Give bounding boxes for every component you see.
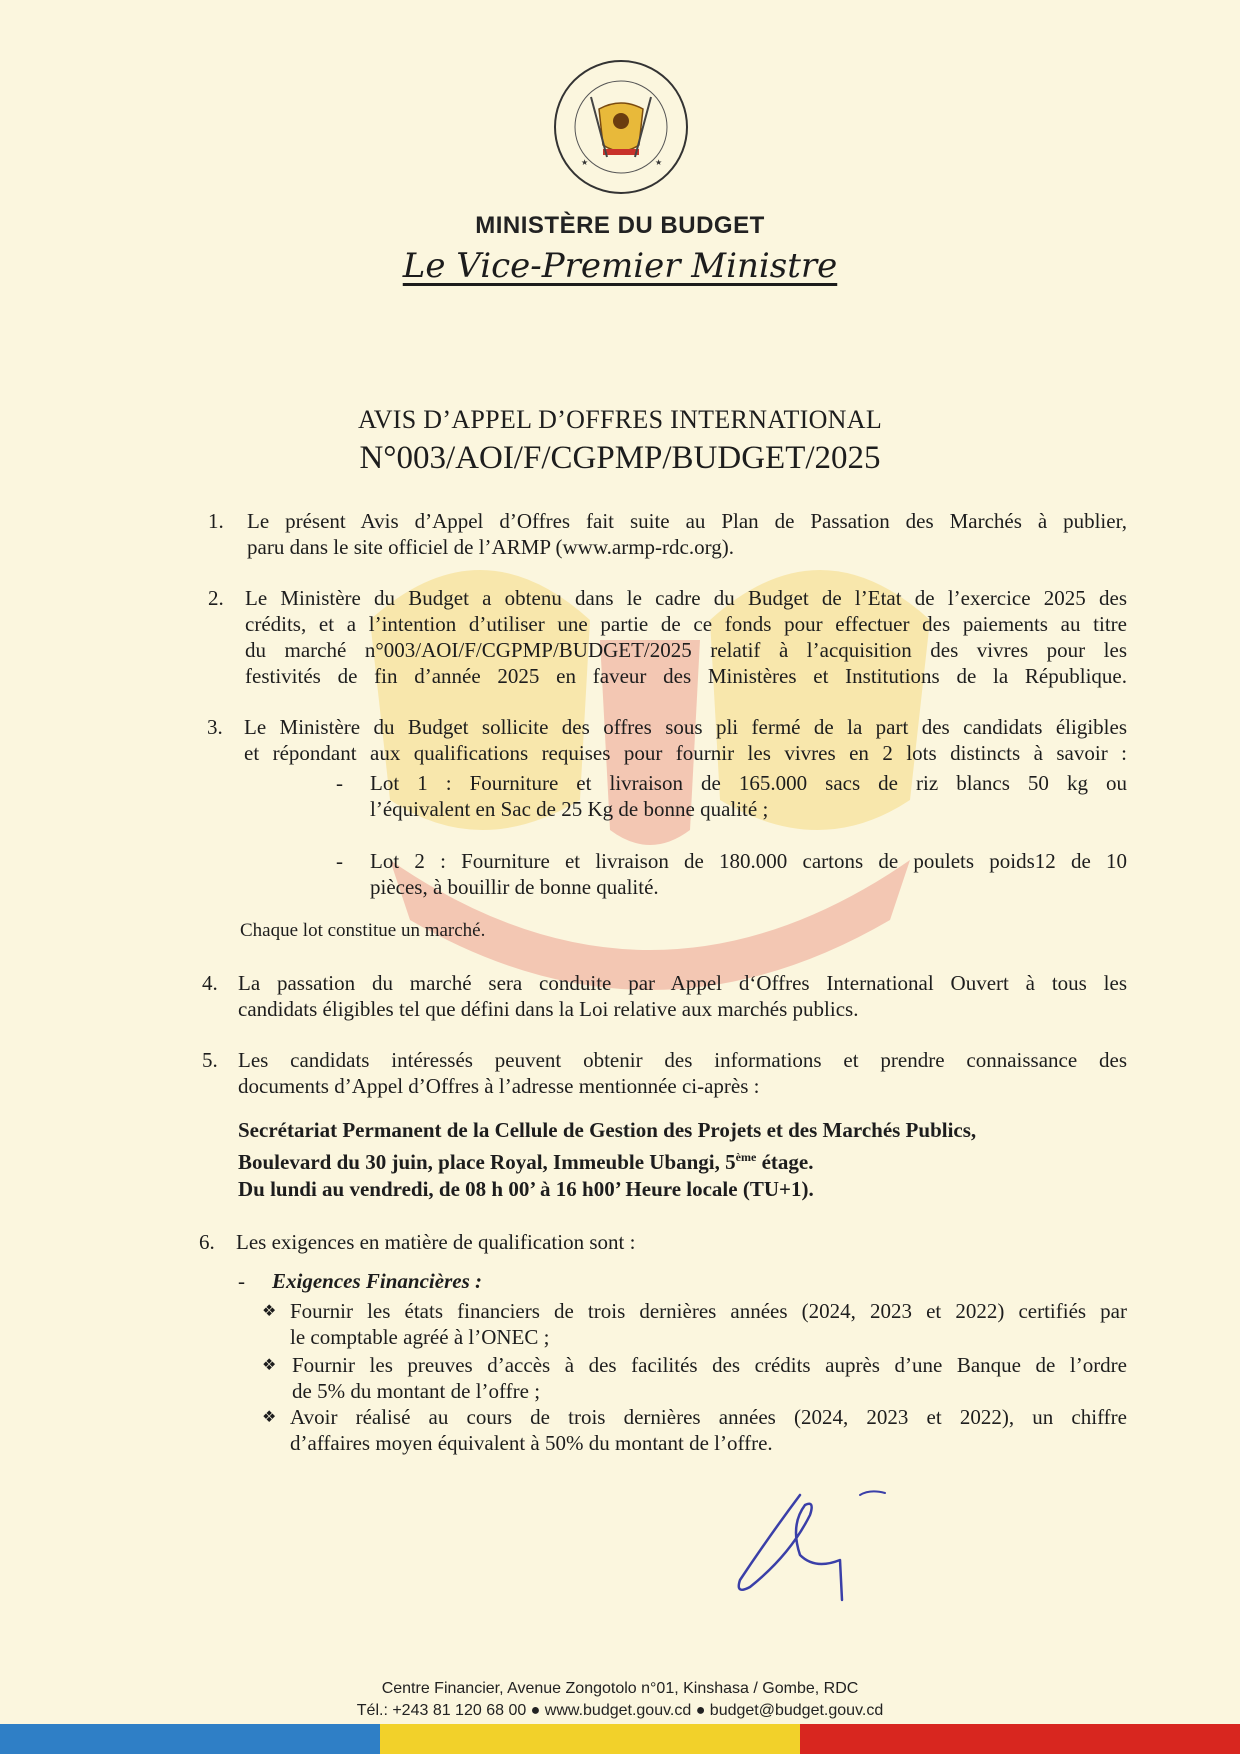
svg-text:★: ★: [581, 158, 589, 167]
address-line: [238, 1144, 1127, 1176]
flag-yellow-segment: [380, 1724, 800, 1754]
text-line: Lot 1 : Fourniture et livraison de 165.000 sacs de riz blancs 50 kg ou: [370, 771, 1127, 795]
flag-red-segment: [800, 1724, 1240, 1754]
text-line: Lot 2 : Fourniture et livraison de 180.000 cartons de poulets poids12 de 10: [370, 849, 1127, 873]
lot-dash: -: [336, 771, 343, 795]
office-hours: Du lundi au vendredi, de 08 h 00’ à 16 h00’ Heure locale (TU+1).: [238, 1177, 814, 1201]
item-number: 2.: [208, 586, 224, 610]
item-number: 5.: [202, 1048, 218, 1072]
ministry-name: MINISTÈRE DU BUDGET: [475, 212, 765, 239]
svg-text:★: ★: [655, 158, 663, 167]
sub-dash: -: [238, 1269, 245, 1293]
notice-number: N°003/AOI/F/CGPMP/BUDGET/2025: [359, 440, 881, 476]
text-line: le comptable agréé à l’ONEC ;: [290, 1325, 550, 1349]
text-line: Les candidats intéressés peuvent obtenir des informations et prendre connaissance des: [238, 1048, 1127, 1072]
item-4-text: [238, 970, 1127, 1022]
footer-contact: Tél.: +243 81 120 68 00 ● www.budget.gouv.cd ● budget@budget.gouv.cd: [356, 1702, 884, 1719]
text-line: et répondant aux qualifications requises pour fournir les vivres en 2 lots distincts à savoir :: [244, 741, 1127, 765]
text-line: Le présent Avis d’Appel d’Offres fait suite au Plan de Passation des Marchés à publier,: [247, 509, 1127, 533]
item-number: 1.: [208, 509, 224, 533]
text-line: candidats éligibles tel que défini dans la Loi relative aux marchés publics.: [238, 997, 859, 1021]
bullet-3-text: [290, 1404, 1127, 1456]
text-line: Avoir réalisé au cours de trois dernières années (2024, 2023 et 2022), un chiffre: [290, 1405, 1127, 1429]
text-line: documents d’Appel d’Offres à l’adresse mentionnée ci-après :: [238, 1074, 760, 1098]
lot-2-text: [370, 848, 1127, 900]
text-line: Fournir les preuves d’accès à des facilités des crédits auprès d’une Banque de l’ordre: [292, 1353, 1127, 1377]
address-superscript: ème: [735, 1150, 757, 1164]
item-3-text: [244, 714, 1127, 766]
text-line: crédits, et a l’intention d’utiliser une partie de ce fonds pour effectuer des paiements au titre: [245, 612, 1127, 636]
address-text: étage.: [756, 1150, 814, 1174]
notice-title: AVIS D’APPEL D’OFFRES INTERNATIONAL: [357, 405, 883, 434]
bullet-icon: ❖: [262, 1355, 277, 1374]
text-line: du marché n°003/AOI/F/CGPMP/BUDGET/2025 relatif à l’acquisition des vivres pour les: [245, 638, 1127, 662]
item-1-text: [247, 508, 1127, 560]
address-line: Secrétariat Permanent de la Cellule de Gestion des Projets et des Marchés Publics,: [238, 1118, 977, 1142]
text-line: Fournir les états financiers de trois dernières années (2024, 2023 et 2022) certifiés par: [290, 1299, 1127, 1323]
bullet-1-text: [290, 1298, 1127, 1350]
text-line: Le Ministère du Budget a obtenu dans le cadre du Budget de l’Etat de l’exercice 2025 des: [245, 586, 1127, 610]
item-6-text: [236, 1229, 1125, 1255]
sub-title: Exigences Financières :: [272, 1269, 482, 1293]
text-line: Le Ministère du Budget sollicite des offres sous pli fermé de la part des candidats éligibles: [244, 715, 1127, 739]
address-block: [238, 1117, 1127, 1203]
bullet-icon: ❖: [262, 1301, 277, 1320]
text-line: l’équivalent en Sac de 25 Kg de bonne qualité ;: [370, 797, 769, 821]
vice-premier-text: Le Vice-Premier Ministre: [402, 246, 838, 286]
text-line: festivités de fin d’année 2025 en faveur des Ministères et Institutions de la République.: [245, 664, 1127, 688]
text-line: pièces, à bouillir de bonne qualité.: [370, 875, 659, 899]
lot-1-text: [370, 770, 1127, 822]
lot-dash: -: [336, 849, 343, 873]
bullet-icon: ❖: [262, 1407, 277, 1426]
government-seal-icon: [551, 57, 691, 197]
item-number: 6.: [199, 1230, 215, 1254]
text-line: Les exigences en matière de qualification sont :: [236, 1230, 636, 1254]
item-5-text: [238, 1047, 1127, 1099]
flag-color-bar: [0, 1724, 1240, 1754]
text-line: d’affaires moyen équivalent à 50% du montant de l’offre.: [290, 1431, 773, 1455]
item-number: 4.: [202, 971, 218, 995]
vice-premier-title: [0, 246, 1240, 286]
bullet-2-text: [292, 1352, 1127, 1404]
item-2-text: [245, 585, 1127, 689]
flag-blue-segment: [0, 1724, 380, 1754]
item-number: 3.: [207, 715, 223, 739]
lot-note: Chaque lot constitue un marché.: [240, 920, 486, 941]
text-line: La passation du marché sera conduite par Appel d‘Offres International Ouvert à tous les: [238, 971, 1127, 995]
signature-icon: [730, 1475, 890, 1615]
text-line: de 5% du montant de l’offre ;: [292, 1379, 541, 1403]
footer-address: Centre Financier, Avenue Zongotolo n°01, Kinshasa / Gombe, RDC: [381, 1680, 859, 1697]
text-line: paru dans le site officiel de l’ARMP (www.armp-rdc.org).: [247, 535, 734, 559]
address-text: Boulevard du 30 juin, place Royal, Immeuble Ubangi, 5: [238, 1150, 736, 1174]
